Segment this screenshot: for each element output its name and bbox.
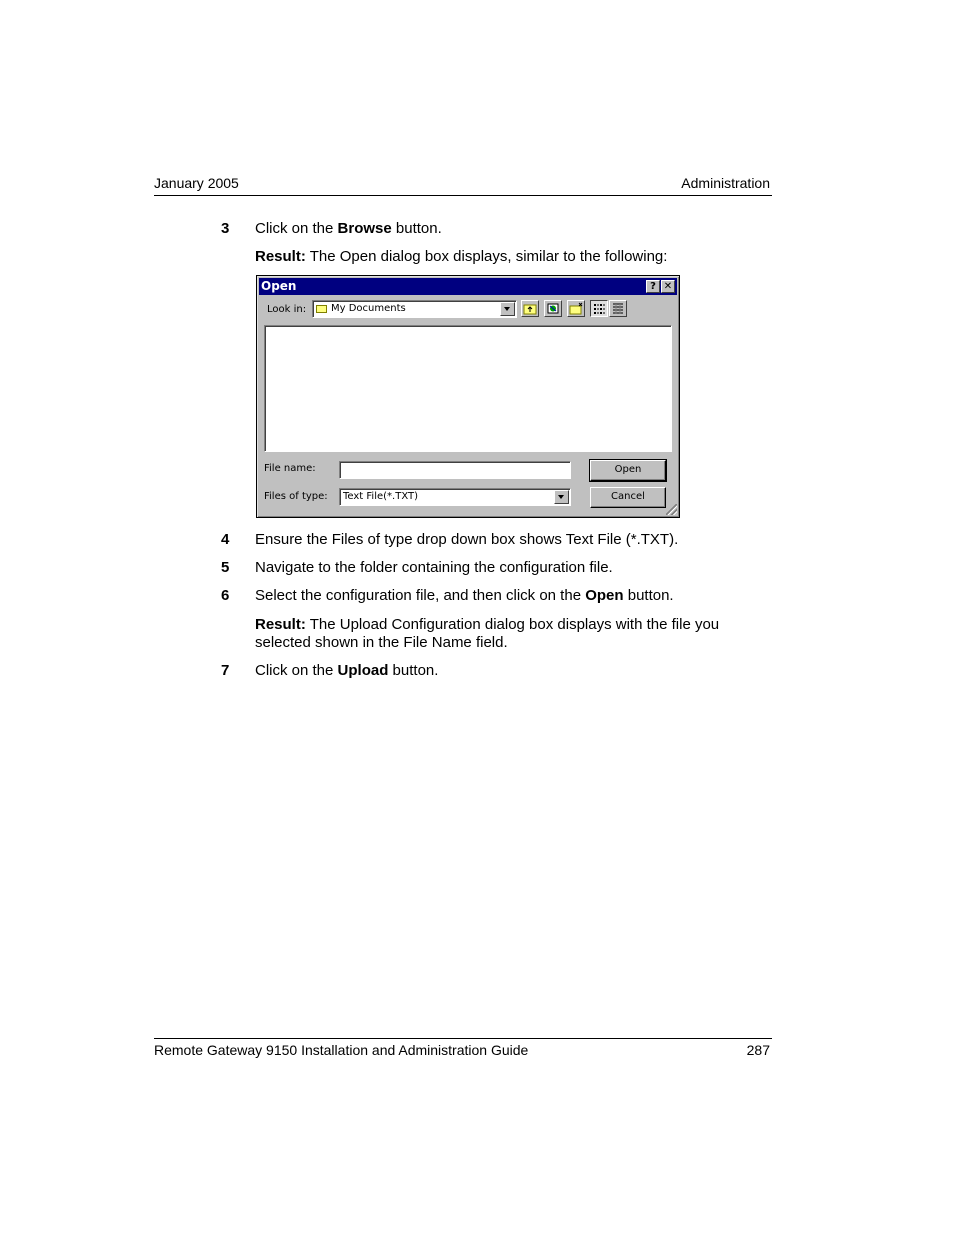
step-text-end: button. — [391, 220, 442, 237]
open-dialog — [256, 275, 680, 518]
new-folder-icon[interactable] — [567, 300, 585, 317]
step-bold: Upload — [337, 662, 389, 679]
step-text: Select the configuration file, and then click on the — [255, 587, 586, 604]
page-number: 287 — [746, 1042, 770, 1058]
result-text: The Upload Configuration dialog box displays with the file you selected shown in the File Name field. — [255, 616, 720, 651]
details-view-icon[interactable] — [609, 300, 627, 317]
files-of-type-dropdown[interactable] — [339, 488, 571, 506]
step-text: Click on the — [255, 662, 338, 679]
close-button[interactable]: ✕ — [661, 280, 675, 293]
open-button[interactable]: Open — [590, 460, 666, 481]
chevron-down-icon[interactable] — [554, 490, 569, 504]
header-date: January 2005 — [154, 175, 239, 191]
folder-icon — [316, 305, 327, 313]
result-text: The Open dialog box displays, similar to the following: — [305, 248, 668, 265]
step-text: Ensure the Files of type drop down box shows Text File (*.TXT). — [255, 531, 679, 548]
step-number: 5 — [221, 559, 230, 576]
files-of-type-label: Files of type: — [264, 491, 328, 502]
result-2 — [255, 616, 755, 652]
look-in-value: My Documents — [331, 303, 406, 314]
result-label: Result: — [255, 616, 306, 633]
step-text-end: button. — [623, 587, 674, 604]
step-number: 7 — [221, 662, 230, 679]
look-in-label: Look in: — [267, 304, 307, 315]
resize-grip-icon[interactable] — [666, 504, 677, 515]
step-bold: Open — [585, 587, 624, 604]
dialog-titlebar — [259, 278, 677, 295]
footer-title: Remote Gateway 9150 Installation and Administration Guide — [154, 1042, 529, 1058]
file-name-label: File name: — [264, 463, 316, 474]
step-number: 3 — [221, 220, 230, 237]
result-1 — [255, 248, 755, 266]
step-bold: Browse — [337, 220, 392, 237]
header-rule — [154, 195, 772, 196]
step-text-end: button. — [388, 662, 439, 679]
step-number: 6 — [221, 587, 230, 604]
help-button[interactable]: ? — [646, 280, 660, 293]
desktop-icon[interactable] — [544, 300, 562, 317]
files-of-type-value: Text File(*.TXT) — [343, 491, 419, 502]
file-list[interactable] — [264, 325, 672, 452]
dialog-title: Open — [261, 279, 297, 293]
step-text: Click on the — [255, 220, 338, 237]
up-one-level-icon[interactable] — [521, 300, 539, 317]
cancel-button[interactable]: Cancel — [590, 487, 666, 508]
header-section: Administration — [681, 175, 770, 191]
look-in-dropdown[interactable] — [312, 300, 517, 318]
footer-rule — [154, 1038, 772, 1039]
chevron-down-icon[interactable] — [500, 302, 515, 316]
file-name-input[interactable] — [339, 461, 571, 479]
list-view-icon[interactable] — [590, 300, 608, 317]
result-label: Result: — [255, 248, 306, 265]
step-text: Navigate to the folder containing the configuration file. — [255, 559, 613, 576]
step-number: 4 — [221, 531, 230, 548]
